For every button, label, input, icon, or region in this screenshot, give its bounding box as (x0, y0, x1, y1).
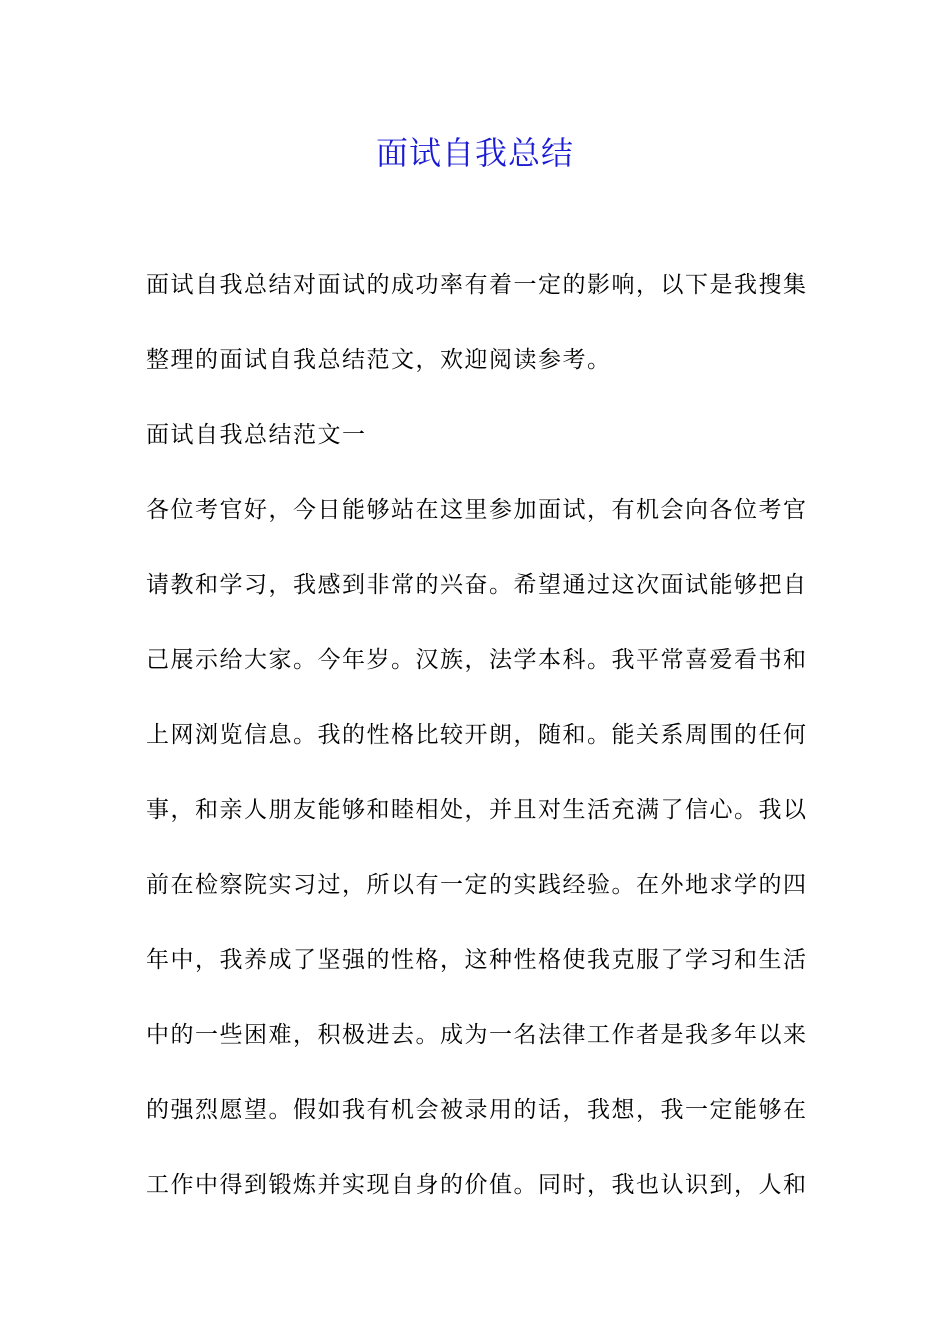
paragraph-line: 工作中得到锻炼并实现自身的价值。同时，我也认识到，人和 (146, 1172, 806, 1198)
document-title: 面试自我总结 (375, 134, 574, 172)
paragraph-line: 面试自我总结对面试的成功率有着一定的影响，以下是我搜集 (146, 272, 806, 298)
paragraph-line: 各位考官好，今日能够站在这里参加面试，有机会向各位考官 (146, 497, 806, 523)
paragraph-line: 请教和学习，我感到非常的兴奋。希望通过这次面试能够把自 (146, 572, 806, 598)
section-heading: 面试自我总结范文一 (146, 422, 367, 448)
paragraph-line: 上网浏览信息。我的性格比较开朗，随和。能关系周围的任何 (146, 722, 806, 748)
paragraph-line: 事，和亲人朋友能够和睦相处，并且对生活充满了信心。我以 (146, 797, 806, 823)
paragraph-line: 整理的面试自我总结范文，欢迎阅读参考。 (146, 347, 612, 373)
paragraph-line: 年中，我养成了坚强的性格，这种性格使我克服了学习和生活 (146, 947, 806, 973)
paragraph-line: 前在检察院实习过，所以有一定的实践经验。在外地求学的四 (146, 872, 806, 898)
paragraph-line: 的强烈愿望。假如我有机会被录用的话，我想，我一定能够在 (146, 1097, 806, 1123)
paragraph-line: 中的一些困难，积极进去。成为一名法律工作者是我多年以来 (146, 1022, 806, 1048)
paragraph-line: 己展示给大家。今年岁。汉族，法学本科。我平常喜爱看书和 (146, 647, 806, 673)
